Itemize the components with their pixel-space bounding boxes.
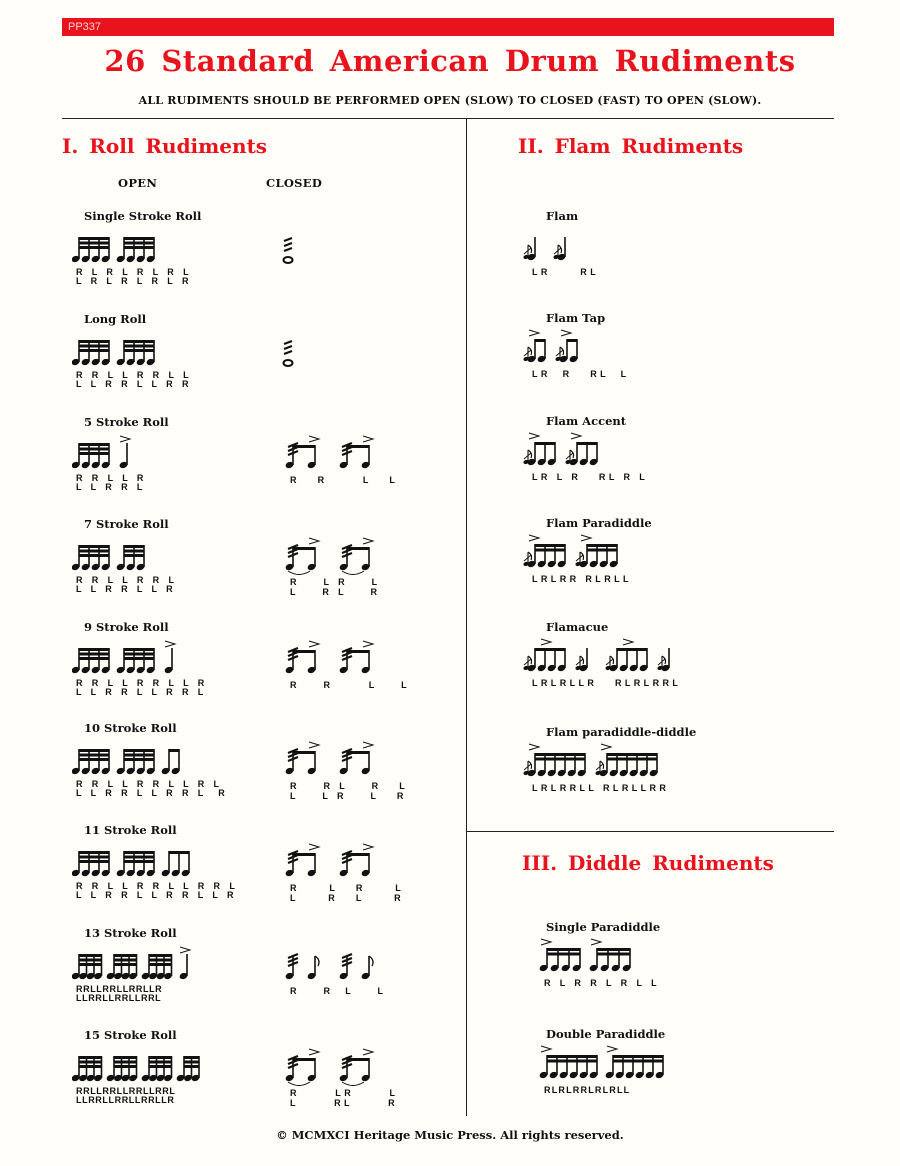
open-sticking: LLRRLLRRLLRRL xyxy=(76,993,162,1003)
rudiment-name: 7 Stroke Roll xyxy=(84,517,169,531)
closed-notation xyxy=(282,841,422,881)
rudiment-name: 11 Stroke Roll xyxy=(84,823,177,837)
rudiment-name: Double Paradiddle xyxy=(546,1027,666,1041)
header-bar xyxy=(62,18,834,36)
open-sticking: L L R R L L R R L R xyxy=(76,788,229,798)
closed-notation xyxy=(282,638,422,678)
open-notation xyxy=(72,946,252,982)
flam-sticking: LRLRR RLRLL xyxy=(532,574,632,584)
rudiment-name: Single Paradiddle xyxy=(546,920,661,934)
closed-sticking: R R L R L xyxy=(290,781,409,791)
closed-notation xyxy=(282,1046,422,1086)
open-notation xyxy=(72,435,252,471)
column-divider xyxy=(466,119,467,1116)
closed-notation xyxy=(282,433,422,473)
diddle-notation xyxy=(536,1043,736,1083)
closed-sticking: R R L L xyxy=(290,986,387,996)
rudiment-name: Flam Accent xyxy=(546,414,627,428)
closed-notation xyxy=(282,235,422,275)
open-notation xyxy=(72,537,252,573)
open-column-label: OPEN xyxy=(118,176,158,190)
flam-notation xyxy=(520,532,740,572)
closed-sticking: R R L L xyxy=(290,475,399,485)
flam-notation xyxy=(520,327,740,367)
page-code: PP337 xyxy=(68,21,102,33)
closed-column-label: CLOSED xyxy=(266,176,323,190)
rudiment-name: Flamacue xyxy=(546,620,609,634)
flam-notation xyxy=(520,636,740,676)
flam-sticking: LR R RL L xyxy=(532,369,630,379)
rudiment-name: 10 Stroke Roll xyxy=(84,721,177,735)
flam-notation xyxy=(520,741,740,781)
flam-notation xyxy=(520,430,740,470)
top-divider xyxy=(62,118,834,119)
rudiment-name: 15 Stroke Roll xyxy=(84,1028,177,1042)
diddle-sticking: R L R R L R L L xyxy=(544,978,661,988)
closed-notation xyxy=(282,535,422,575)
rudiment-name: 5 Stroke Roll xyxy=(84,415,169,429)
open-sticking: L L R R L xyxy=(76,482,146,492)
open-notation xyxy=(72,332,252,368)
closed-sticking: L R L R xyxy=(290,587,381,597)
open-notation xyxy=(72,229,252,265)
flam-sticking: LRLRRLL RLRLLRR xyxy=(532,783,670,793)
copyright-footer: © MCMXCI Heritage Music Press. All rights reserved. xyxy=(276,1128,624,1142)
open-sticking: R L R L R L R L xyxy=(76,267,193,277)
page-title: 26 Standard American Drum Rudiments xyxy=(104,44,796,78)
flam-notation xyxy=(520,225,740,265)
right-divider xyxy=(466,831,834,832)
open-sticking: LLRRLLRRLLRRLLR xyxy=(76,1095,175,1105)
rudiment-name: Flam xyxy=(546,209,579,223)
diddle-sticking: RLRLRRLRLRLL xyxy=(544,1085,631,1095)
open-sticking: R R L L R R L L R L xyxy=(76,779,223,789)
open-sticking: R R L L R xyxy=(76,473,147,483)
closed-sticking: L RL R xyxy=(290,1098,399,1108)
open-sticking: L L R R L L R R L xyxy=(76,687,207,697)
open-sticking: R R L L R R L xyxy=(76,575,178,585)
open-notation xyxy=(72,1048,252,1084)
open-sticking: L L R R L L R R L L R xyxy=(76,890,237,900)
open-sticking: R R L L R R L L R R L xyxy=(76,881,239,891)
diddle-notation xyxy=(536,936,736,976)
open-sticking: RRLLRRLLRRLLR xyxy=(76,984,163,994)
closed-sticking: R L R L xyxy=(290,577,381,587)
flam-sticking: LR RL xyxy=(532,267,600,277)
open-sticking: R R L L R R L L xyxy=(76,370,193,380)
open-sticking: L L R R L L R R xyxy=(76,379,192,389)
flam-sticking: LRLRLLR RLRLRRL xyxy=(532,678,682,688)
closed-sticking: R R L L xyxy=(290,680,411,690)
roll-section-title: I. Roll Rudiments xyxy=(62,134,268,158)
closed-sticking: R L R L xyxy=(290,883,405,893)
open-sticking: L R L R L R L R xyxy=(76,276,192,286)
page-subtitle: ALL RUDIMENTS SHOULD BE PERFORMED OPEN (SLOW) TO CLOSED (FAST) TO OPEN (SLOW). xyxy=(138,94,762,107)
rudiment-name: Long Roll xyxy=(84,312,147,326)
rudiment-name: Flam paradiddle-diddle xyxy=(546,725,697,739)
closed-notation xyxy=(282,944,422,984)
open-sticking: RRLLRRLLRRLLRRL xyxy=(76,1086,176,1096)
closed-sticking: R LR L xyxy=(290,1088,399,1098)
closed-notation xyxy=(282,338,422,378)
rudiment-name: Flam Tap xyxy=(546,311,606,325)
flam-section-title: II. Flam Rudiments xyxy=(518,134,744,158)
rudiment-name: 9 Stroke Roll xyxy=(84,620,169,634)
open-sticking: R R L L R R L L R xyxy=(76,678,208,688)
rudiment-name: 13 Stroke Roll xyxy=(84,926,177,940)
open-notation xyxy=(72,640,252,676)
closed-sticking: L R L R xyxy=(290,893,404,903)
closed-sticking: L L R L R xyxy=(290,791,407,801)
diddle-section-title: III. Diddle Rudiments xyxy=(522,851,774,875)
rudiment-name: Flam Paradiddle xyxy=(546,516,652,530)
open-sticking: L L R R L L R xyxy=(76,584,177,594)
open-notation xyxy=(72,843,252,879)
closed-notation xyxy=(282,739,422,779)
open-notation xyxy=(72,741,252,777)
flam-sticking: LR L R RL R L xyxy=(532,472,649,482)
rudiment-name: Single Stroke Roll xyxy=(84,209,202,223)
